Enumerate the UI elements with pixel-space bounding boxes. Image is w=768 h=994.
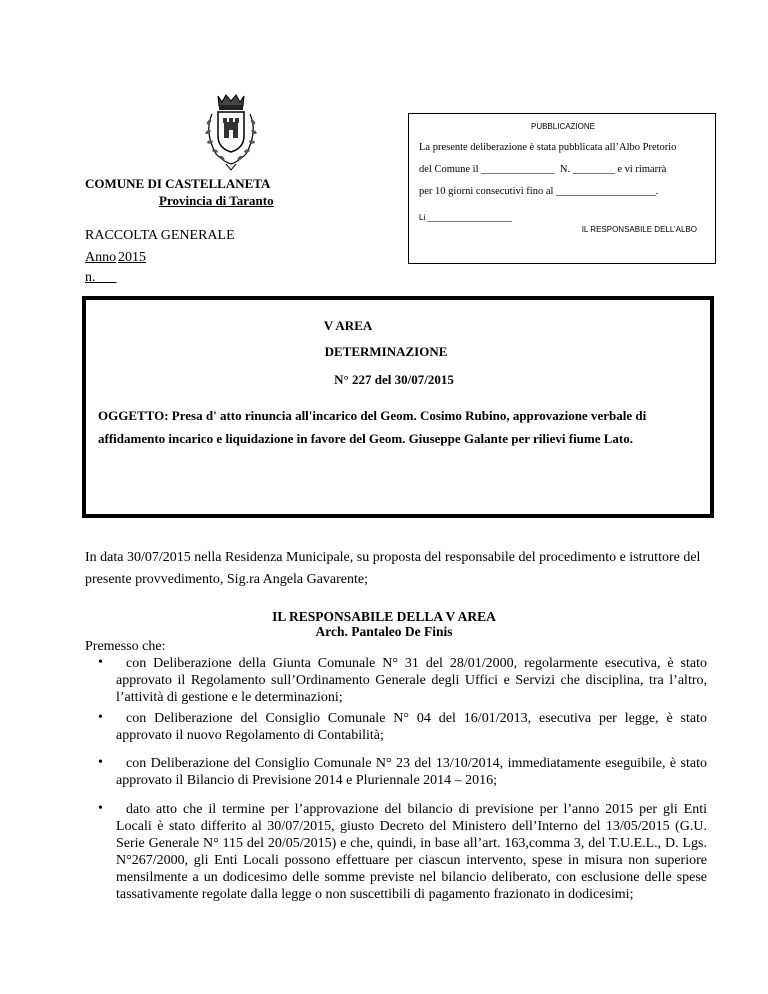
list-item: dato atto che il termine per l’approvazione del bilancio di previsione per l’anno 2015 per gli Enti Locali è stato differito al 30/07/2015, giusto Decreto del Ministero dell’Interno del 13/05/2015 (G.U. Serie Generale N° 115 del 20/05/2015) e che, quindi, in base all’art. 163,comma 3, del T.U.E.L., D. Lgs. N°267/2000, gli Enti Locali possono effettuare per ciascun intervento, spese in misura non superiore mensilmente a un dodicesimo delle somme previste nel bilancio deliberato, con esclusione delle spese tassativamente regolate dalla legge o non suscettibili di pagamento frazionato in dodicesimi; bbox=[116, 802, 707, 902]
determinazione-label: DETERMINAZIONE bbox=[324, 344, 448, 359]
provincia-name: Provincia di Taranto bbox=[159, 193, 274, 208]
premesso-label: Premesso che: bbox=[85, 639, 166, 654]
list-item: con Deliberazione della Giunta Comunale N° 31 del 28/01/2000, regolarmente esecutiva, è stato approvato il Regolamento sull’Ordinamento Generale degli Uffici e Servizi che disciplina, tra l’altro, l’attività di gestione e le determinazioni; bbox=[116, 656, 707, 705]
anno-value: 2015 bbox=[118, 250, 146, 265]
bullet-icon: • bbox=[98, 801, 103, 816]
intro-paragraph: In data 30/07/2015 nella Residenza Municipale, su proposta del responsabile del procedimento e istruttore del presente provvedimento, Sig.ra Angela Gavarente; bbox=[85, 550, 701, 587]
bullet-icon: • bbox=[98, 655, 103, 670]
bullet-icon: • bbox=[98, 755, 103, 770]
numero-label: n. bbox=[85, 270, 117, 285]
bullet-icon: • bbox=[98, 710, 103, 725]
pubblicazione-line-2: del Comune il ______________ N. ________ e vi rimarrà bbox=[419, 164, 667, 175]
anno-label: Anno bbox=[85, 250, 117, 265]
pubblicazione-box bbox=[408, 113, 716, 264]
municipal-crest-icon bbox=[196, 92, 266, 174]
pubblicazione-line-3: per 10 giorni consecutivi fino al ___________________. bbox=[419, 186, 659, 197]
area-label: V AREA bbox=[323, 318, 373, 333]
pubblicazione-line-1: La presente deliberazione è stata pubblicata all’Albo Pretorio bbox=[419, 142, 677, 153]
list-item: con Deliberazione del Consiglio Comunale N° 23 del 13/10/2014, immediatamente eseguibile, è stato approvato il Bilancio di Previsione 2014 e Pluriennale 2014 – 2016; bbox=[116, 756, 707, 788]
responsabile-title: IL RESPONSABILE DELLA V AREA bbox=[272, 609, 496, 624]
comune-name: COMUNE DI CASTELLANETA bbox=[85, 176, 271, 191]
determinazione-number: N° 227 del 30/07/2015 bbox=[334, 372, 454, 387]
pubblicazione-li: Li ___________________ bbox=[419, 213, 512, 222]
list-item: con Deliberazione del Consiglio Comunale N° 04 del 16/01/2013, esecutiva per legge, è stato approvato il nuovo Regolamento di Contabilità; bbox=[116, 711, 707, 743]
responsabile-name: Arch. Pantaleo De Finis bbox=[315, 624, 453, 639]
responsabile-albo-label: IL RESPONSABILE DELL’ALBO bbox=[581, 225, 697, 234]
oggetto-text: OGGETTO: Presa d' atto rinuncia all'incarico del Geom. Cosimo Rubino, approvazione verbale di affidamento incarico e liquidazione in favore del Geom. Giuseppe Galante per rilievi fiume Lato. bbox=[98, 408, 647, 446]
pubblicazione-title: PUBBLICAZIONE bbox=[530, 122, 595, 131]
raccolta-generale-label: RACCOLTA GENERALE bbox=[85, 228, 235, 243]
